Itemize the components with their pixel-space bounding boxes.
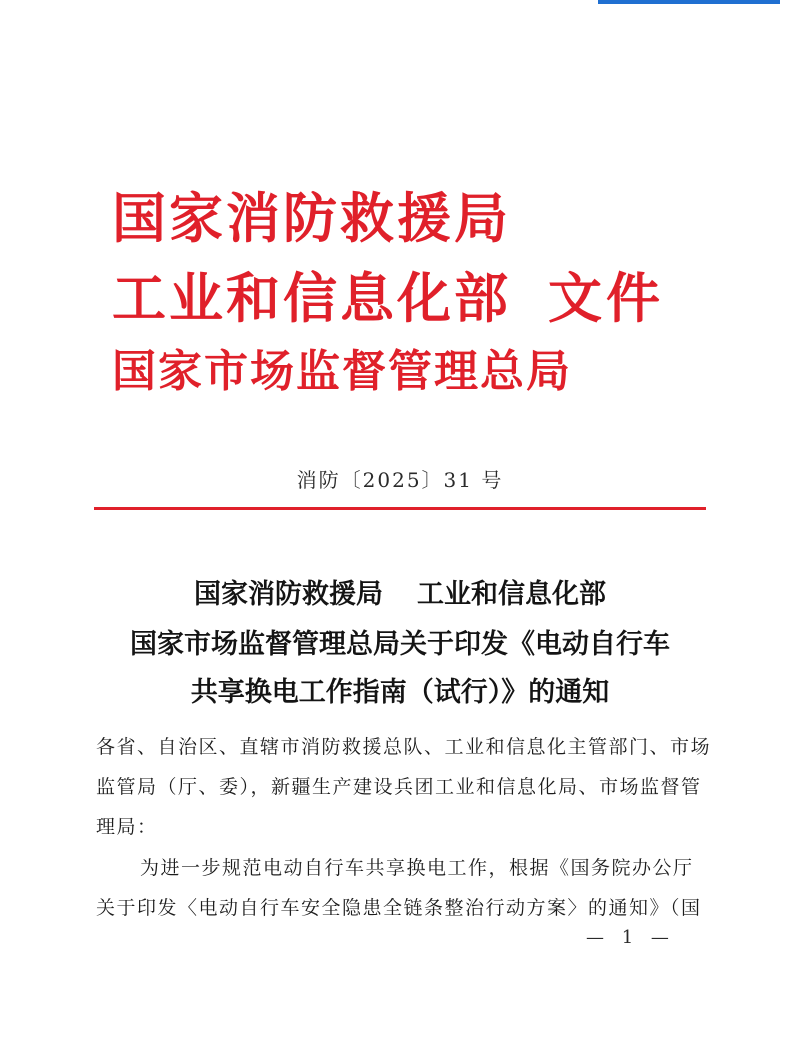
body-paragraph-start: 为进一步规范电动自行车共享换电工作，根据《国务院办公厅 [140,857,694,879]
body-text-line: 各省、自治区、直辖市消防救援总队、工业和信息化主管部门、市场 [96,736,712,758]
body-text-line: 关于印发〈电动自行车安全隐患全链条整治行动方案〉的通知》（国 [96,897,702,919]
issuer-fire-rescue-bureau: 国家消防救援局 [112,186,511,250]
page-number: — 1 — [586,927,675,948]
title-issuer-fire: 国家消防救援局 [194,579,383,610]
top-edge-blue-bar [598,0,780,4]
document-type-label: 文件 [548,266,664,330]
issuer-samr: 国家市场监督管理总局 [112,346,572,397]
red-separator-line [94,507,706,510]
notice-title-line-1 [0,572,800,611]
title-issuer-miit: 工业和信息化部 [417,579,606,610]
notice-title-line-3: 共享换电工作指南（试行）》的通知 [190,677,610,708]
body-text-line: 监管局（厅、委），新疆生产建设兵团工业和信息化局、市场监督管 [96,776,702,798]
body-text-line: 理局： [96,816,158,838]
issuer-miit: 工业和信息化部 [112,266,511,330]
document-number: 消防〔2025〕31 号 [296,468,504,492]
notice-title-line-2: 国家市场监督管理总局关于印发《电动自行车 [130,629,670,660]
